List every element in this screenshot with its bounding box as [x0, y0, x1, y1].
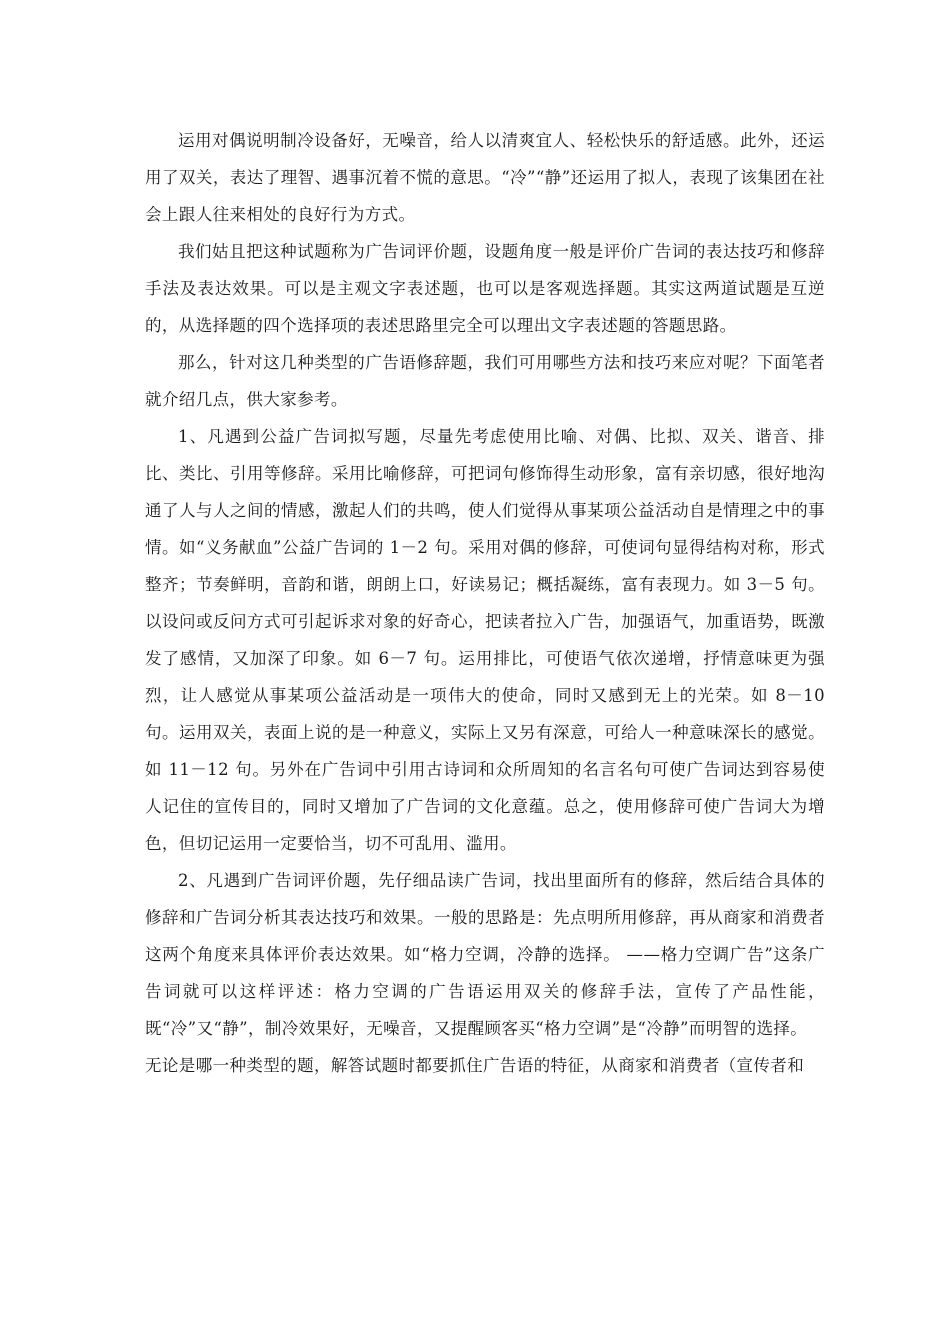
paragraph-evaluation-question: 我们姑且把这种试题称为广告词评价题，设题角度一般是评价广告词的表达技巧和修辞手法及表达效果。可以是主观文字表述题，也可以是客观选择题。其实这两道试题是互逆的，从选择题的四个选择项的表述思路里完全可以理出文字表述题的答题思路。 [145, 242, 825, 335]
paragraph-point-1: 1、凡遇到公益广告词拟写题，尽量先考虑使用比喻、对偶、比拟、双关、谐音、排比、类比、引用等修辞。采用比喻修辞，可把词句修饰得生动形象，富有亲切感，很好地沟通了人与人之间的情感，激起人们的共鸣，使人们觉得从事某项公益活动自是情理之中的事情。如“义务献血”公益广告词的 1－2 句。采用对偶的修辞，可使词句显得结构对称，形式整齐；节奏鲜明，音韵和谐，朗朗上口，好读易记；概括凝练，富有表现力。如 3－5 句。以设问或反问方式可引起诉求对象的好奇心，把读者拉入广告，加强语气，加重语势，既激发了感情，又加深了印象。如 6－7 句。运用排比，可使语气依次递增，抒情意味更为强烈，让人感觉从事某项公益活动是一项伟大的使命，同时又感到无上的光荣。如 8－10 句。运用双关，表面上说的是一种意义，实际上又另有深意，可给人一种意味深长的感觉。如 11－12 句。另外在广告词中引用古诗词和众所周知的名言名句可使广告词达到容易使人记住的宣传目的，同时又增加了广告词的文化意蕴。总之，使用修辞可使广告词大为增色，但切记运用一定要恰当，切不可乱用、滥用。 [145, 427, 825, 853]
paragraph-duiou-effect: 运用对偶说明制冷设备好，无噪音，给人以清爽宜人、轻松快乐的舒适感。此外，还运用了双关，表达了理智、遇事沉着不慌的意思。“冷”“静”还运用了拟人，表现了该集团在社会上跟人往来相处的良好行为方式。 [145, 131, 825, 224]
paragraph-methods-intro: 那么，针对这几种类型的广告语修辞题，我们可用哪些方法和技巧来应对呢？下面笔者就介绍几点，供大家参考。 [145, 353, 825, 409]
paragraph-conclusion: 无论是哪一种类型的题，解答试题时都要抓住广告语的特征，从商家和消费者（宣传者和 [145, 1056, 805, 1075]
body-text [145, 122, 825, 1084]
paragraph-point-2: 2、凡遇到广告词评价题，先仔细品读广告词，找出里面所有的修辞，然后结合具体的修辞和广告词分析其表达技巧和效果。一般的思路是：先点明所用修辞，再从商家和消费者这两个角度来具体评价表达效果。如“格力空调，冷静的选择。 ——格力空调广告”这条广告词就可以这样评述：格力空调的广告语运用双关的修辞手法，宣传了产品性能，既“冷”又“静”，制冷效果好，无噪音，又提醒顾客买“格力空调”是“冷静”而明智的选择。 [145, 871, 825, 1038]
